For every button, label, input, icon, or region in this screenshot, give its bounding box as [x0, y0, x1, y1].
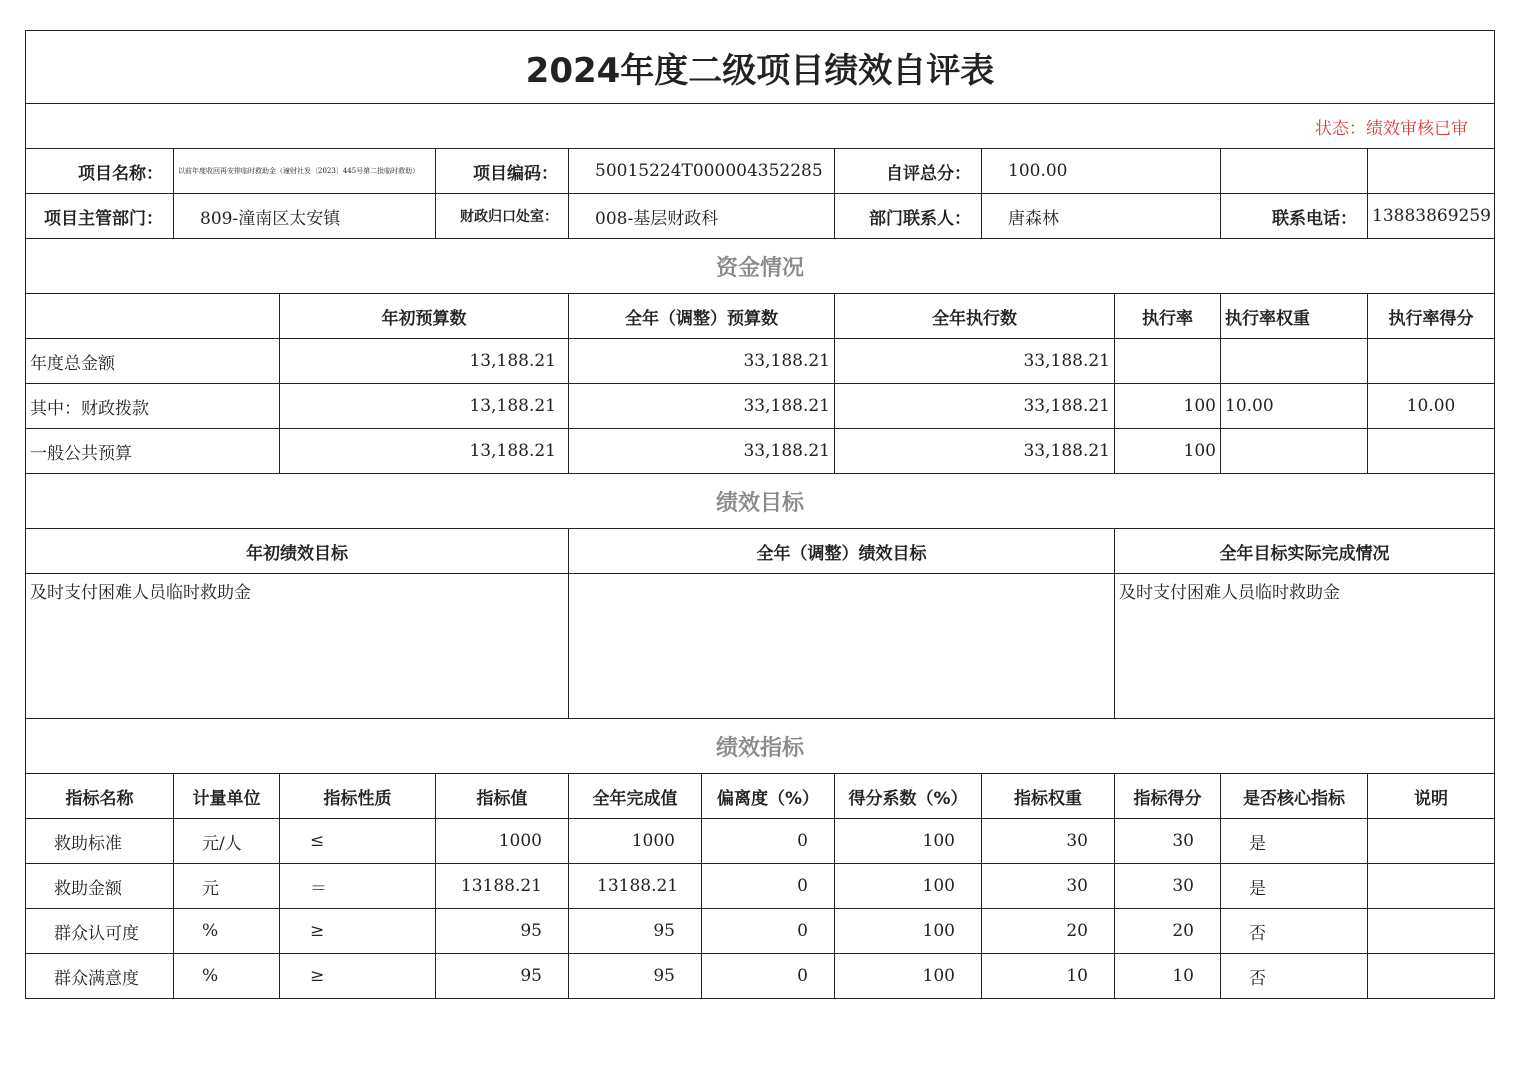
ind-cell: ＝ — [280, 864, 436, 909]
empty-cell — [1221, 149, 1368, 194]
ind-cell: 30 — [982, 864, 1115, 909]
ind-cell: 10 — [982, 954, 1115, 999]
ind-cell: 0 — [702, 819, 835, 864]
ind-cell: 100 — [835, 909, 982, 954]
ind-cell: 群众满意度 — [26, 954, 174, 999]
ind-cell: 0 — [702, 864, 835, 909]
table-row — [26, 429, 1495, 474]
ind-cell: 否 — [1221, 909, 1368, 954]
funds-cell: 13,188.21 — [280, 384, 569, 429]
funds-cell: 33,188.21 — [835, 339, 1115, 384]
funds-cell: 33,188.21 — [835, 384, 1115, 429]
funds-row-label: 其中：财政拨款 — [26, 384, 280, 429]
ind-header-completed: 全年完成值 — [569, 774, 702, 819]
goals-header-actual: 全年目标实际完成情况 — [1115, 529, 1495, 574]
ind-header-name: 指标名称 — [26, 774, 174, 819]
funds-cell: 33,188.21 — [835, 429, 1115, 474]
project-name-label: 项目名称： — [26, 149, 174, 194]
funds-header-rate-weight: 执行率权重 — [1221, 294, 1368, 339]
ind-cell: 救助金额 — [26, 864, 174, 909]
ind-cell: % — [174, 954, 280, 999]
funds-cell — [1221, 429, 1368, 474]
total-score-value: 100.00 — [982, 149, 1221, 194]
ind-cell: % — [174, 909, 280, 954]
ind-cell — [1368, 909, 1495, 954]
finance-office-value: 008-基层财政科 — [569, 194, 835, 239]
department-value: 809-潼南区太安镇 — [174, 194, 436, 239]
project-code-label: 项目编码： — [436, 149, 569, 194]
project-code-value: 50015224T000004352285 — [569, 149, 835, 194]
empty-cell — [1368, 149, 1495, 194]
table-row — [26, 864, 1495, 909]
funds-cell — [1221, 339, 1368, 384]
finance-office-label: 财政归口处室： — [436, 194, 569, 239]
funds-header-executed: 全年执行数 — [835, 294, 1115, 339]
phone-label: 联系电话： — [1221, 194, 1368, 239]
table-row — [26, 819, 1495, 864]
funds-header-rate-score: 执行率得分 — [1368, 294, 1495, 339]
funds-cell: 33,188.21 — [569, 384, 835, 429]
funds-section-title: 资金情况 — [26, 239, 1495, 294]
phone-value: 13883869259 — [1368, 194, 1495, 239]
ind-cell: 元/人 — [174, 819, 280, 864]
ind-header-coefficient: 得分系数（%） — [835, 774, 982, 819]
ind-cell: 13188.21 — [436, 864, 569, 909]
ind-cell: 0 — [702, 954, 835, 999]
ind-cell: 群众认可度 — [26, 909, 174, 954]
funds-cell: 100 — [1115, 429, 1221, 474]
sheet-title: 2024年度二级项目绩效自评表 — [26, 31, 1495, 104]
ind-cell: 1000 — [436, 819, 569, 864]
funds-cell — [1368, 339, 1495, 384]
ind-cell: 100 — [835, 819, 982, 864]
funds-cell: 10.00 — [1368, 384, 1495, 429]
ind-cell: 元 — [174, 864, 280, 909]
funds-cell: 13,188.21 — [280, 339, 569, 384]
department-label: 项目主管部门： — [26, 194, 174, 239]
ind-cell: 30 — [1115, 864, 1221, 909]
ind-cell: 20 — [1115, 909, 1221, 954]
ind-cell: 13188.21 — [569, 864, 702, 909]
funds-row-label: 年度总金额 — [26, 339, 280, 384]
goal-initial-text: 及时支付困难人员临时救助金 — [26, 574, 569, 719]
ind-cell: ≥ — [280, 909, 436, 954]
ind-header-note: 说明 — [1368, 774, 1495, 819]
funds-row-label: 一般公共预算 — [26, 429, 280, 474]
ind-cell: 1000 — [569, 819, 702, 864]
funds-header-adjusted-budget: 全年（调整）预算数 — [569, 294, 835, 339]
ind-header-deviation: 偏离度（%） — [702, 774, 835, 819]
funds-cell: 33,188.21 — [569, 429, 835, 474]
contact-label: 部门联系人： — [835, 194, 982, 239]
project-name-value: 以前年度收回再安排临时救助金（潼财社发〔2023〕445号第二批临时救助） — [174, 149, 436, 194]
ind-cell — [1368, 864, 1495, 909]
funds-cell: 33,188.21 — [569, 339, 835, 384]
funds-header-blank — [26, 294, 280, 339]
ind-cell: 100 — [835, 864, 982, 909]
ind-cell: 是 — [1221, 864, 1368, 909]
ind-cell: 95 — [569, 909, 702, 954]
goals-section-title: 绩效目标 — [26, 474, 1495, 529]
ind-cell: 95 — [436, 909, 569, 954]
ind-header-target: 指标值 — [436, 774, 569, 819]
ind-cell: ≥ — [280, 954, 436, 999]
ind-cell: 否 — [1221, 954, 1368, 999]
goal-actual-text: 及时支付困难人员临时救助金 — [1115, 574, 1495, 719]
self-evaluation-sheet — [25, 30, 1495, 999]
ind-cell: 20 — [982, 909, 1115, 954]
goal-adjusted-text — [569, 574, 1115, 719]
contact-value: 唐森林 — [982, 194, 1221, 239]
ind-cell: 100 — [835, 954, 982, 999]
ind-cell — [1368, 954, 1495, 999]
status-badge: 状态：绩效审核已审 — [26, 104, 1495, 149]
ind-cell: 95 — [569, 954, 702, 999]
ind-header-weight: 指标权重 — [982, 774, 1115, 819]
ind-cell: 30 — [1115, 819, 1221, 864]
table-row — [26, 384, 1495, 429]
ind-header-unit: 计量单位 — [174, 774, 280, 819]
ind-header-nature: 指标性质 — [280, 774, 436, 819]
goals-header-adjusted: 全年（调整）绩效目标 — [569, 529, 1115, 574]
goals-header-initial: 年初绩效目标 — [26, 529, 569, 574]
ind-cell: 救助标准 — [26, 819, 174, 864]
ind-cell: 0 — [702, 909, 835, 954]
funds-cell — [1368, 429, 1495, 474]
total-score-label: 自评总分： — [835, 149, 982, 194]
ind-header-core: 是否核心指标 — [1221, 774, 1368, 819]
funds-cell — [1115, 339, 1221, 384]
table-row — [26, 909, 1495, 954]
ind-cell: ≤ — [280, 819, 436, 864]
funds-cell: 13,188.21 — [280, 429, 569, 474]
funds-header-initial-budget: 年初预算数 — [280, 294, 569, 339]
ind-cell: 30 — [982, 819, 1115, 864]
funds-cell: 10.00 — [1221, 384, 1368, 429]
funds-header-rate: 执行率 — [1115, 294, 1221, 339]
ind-cell — [1368, 819, 1495, 864]
ind-header-score: 指标得分 — [1115, 774, 1221, 819]
ind-cell: 是 — [1221, 819, 1368, 864]
table-row — [26, 954, 1495, 999]
funds-cell: 100 — [1115, 384, 1221, 429]
table-row — [26, 339, 1495, 384]
ind-cell: 95 — [436, 954, 569, 999]
ind-cell: 10 — [1115, 954, 1221, 999]
indicators-section-title: 绩效指标 — [26, 719, 1495, 774]
